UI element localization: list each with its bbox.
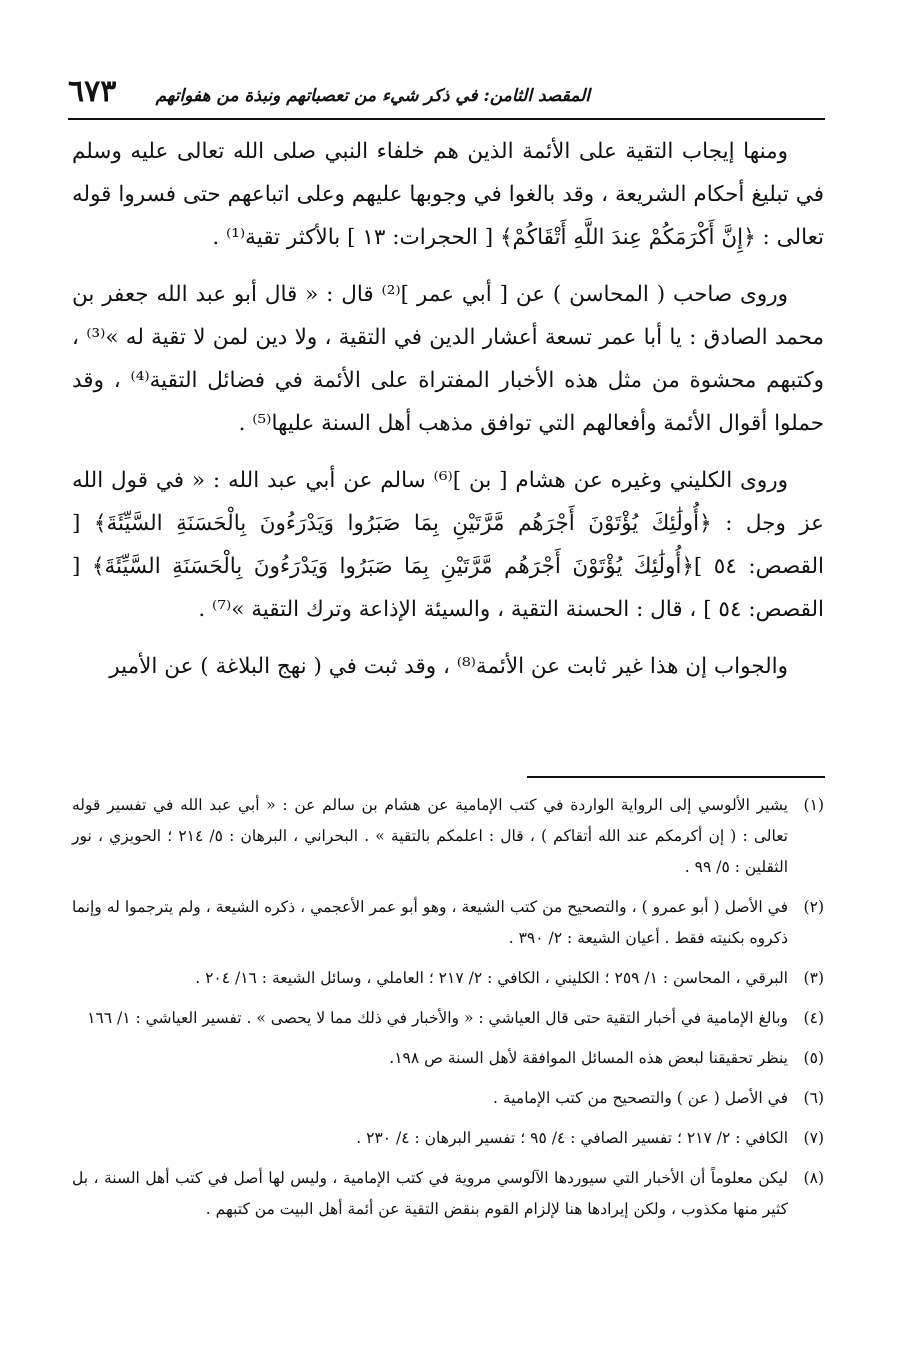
footnote-text: يشير الألوسي إلى الرواية الواردة في كتب الإمامية عن هشام بن سالم عن : « أبي عبد الله في تفسير قوله تعالى : ( إن أكرمكم عند الله أتقاكم ) ، قال : اعلمكم بالتقية » . البحراني ، البرهان : ٥/ ٢١٤ ؛ الحويزي ، نور الثقلين : ٥/ ٩٩ . [72,796,788,876]
footnote-separator [527,776,825,778]
paragraph-kulayni-narration: وروى الكليني وغيره عن هشام [ بن ]⁽⁶⁾ سالم عن أبي عبد الله : « في قول الله عز وجل : ﴿أُولَٰئِكَ يُؤْتَوْنَ أَجْرَهُم مَّرَّتَيْنِ بِمَا صَبَرُوا وَيَدْرَءُونَ بِالْحَسَنَةِ السَّيِّئَةَ﴾ [ القصص: ٥٤ ]﴿أُولَٰئِكَ يُؤْتَوْنَ أَجْرَهُم مَّرَّتَيْنِ بِمَا صَبَرُوا وَيَدْرَءُونَ بِالْحَسَنَةِ السَّيِّئَةَ﴾ [ القصص: ٥٤ ] ، قال : الحسنة التقية ، والسيئة الإذاعة وترك التقية »⁽⁷⁾ . [72,468,824,622]
footnote-text: في الأصل ( أبو عمرو ) ، والتصحيح من كتب الشيعة ، وهو أبو عمر الأعجمي ، ذكره الشيعة ، ولم يترجموا له وإنما ذكروه بكنيته فقط . أعيان الشيعة : ٢/ ٣٩٠ . [72,898,788,947]
footnote-text: وبالغ الإمامية في أخبار التقية حتى قال العياشي : « والأخبار في ذلك مما لا يحصى » . تفسير العياشي : ١/ ١٦٦ [87,1009,788,1027]
footnotes [72,790,824,1234]
footnote-text: الكافي : ٢/ ٢١٧ ؛ تفسير الصافي : ٤/ ٩٥ ؛ تفسير البرهان : ٤/ ٢٣٠ . [356,1129,788,1147]
footnote-text: ليكن معلوماً أن الأخبار التي سيوردها الآلوسي مروية في كتب الإمامية ، وليس لها أصل في كتب أهل السنة ، بل كثير منها مكذوب ، ولكن إيرادها هنا لإلزام القوم بنقض التقية عن أئمة أهل البيت من كتبهم . [72,1169,788,1218]
paragraph-taqiyya-imams: ومنها إيجاب التقية على الأئمة الذين هم خلفاء النبي صلى الله تعالى عليه وسلم في تبليغ أحكام الشريعة ، وقد بالغوا في وجوبها عليهم وعلى اتباعهم حتى فسروا قوله تعالى : ﴿إِنَّ أَكْرَمَكُمْ عِندَ اللَّهِ أَتْقَاكُمْ﴾ [ الحجرات: ١٣ ] بالأكثر تقية⁽¹⁾ . [72,139,824,250]
footnote [72,1123,824,1154]
footnote-number: (٥) [803,1049,824,1067]
footnote-number: (٨) [803,1169,824,1187]
footnote-number: (٣) [803,969,824,987]
page-header [68,74,825,120]
footnote-number: (٧) [803,1129,824,1147]
footnote [72,1163,824,1225]
footnote [72,1043,824,1074]
footnote [72,892,824,954]
footnote-number: (٢) [803,898,824,916]
footnote-text: البرقي ، المحاسن : ١/ ٢٥٩ ؛ الكليني ، الكافي : ٢/ ٢١٧ ؛ العاملي ، وسائل الشيعة : ١٦/ ٢٠٤ . [195,969,788,987]
running-title: المقصد الثامن: في ذكر شيء من تعصباتهم ونبذة من هفواتهم [155,86,590,106]
page-number: ٦٧٣ [68,74,117,109]
paragraph-mahasin-narration: وروى صاحب ( المحاسن ) عن [ أبي عمر ]⁽²⁾ قال : « قال أبو عبد الله جعفر بن محمد الصادق : يا أبا عمر تسعة أعشار الدين في التقية ، ولا دين لمن لا تقية له »⁽³⁾ ، وكتبهم محشوة من مثل هذه الأخبار المفتراة على الأئمة في فضائل التقية⁽⁴⁾ ، وقد حملوا أقوال الأئمة وأفعالهم التي توافق مذهب أهل السنة عليها⁽⁵⁾ . [72,282,824,436]
footnote-number: (٦) [803,1089,824,1107]
footnote [72,963,824,994]
footnote-number: (٤) [803,1009,824,1027]
main-text [72,130,824,702]
footnote-text: ينظر تحقيقنا لبعض هذه المسائل الموافقة لأهل السنة ص ١٩٨. [389,1049,788,1067]
footnote [72,790,824,883]
footnote-text: في الأصل ( عن ) والتصحيح من كتب الإمامية . [493,1089,788,1107]
paragraph-answer: والجواب إن هذا غير ثابت عن الأئمة⁽⁸⁾ ، وقد ثبت في ( نهج البلاغة ) عن الأمير [109,654,788,679]
footnote [72,1083,824,1114]
footnote [72,1003,824,1034]
footnote-number: (١) [803,796,824,814]
